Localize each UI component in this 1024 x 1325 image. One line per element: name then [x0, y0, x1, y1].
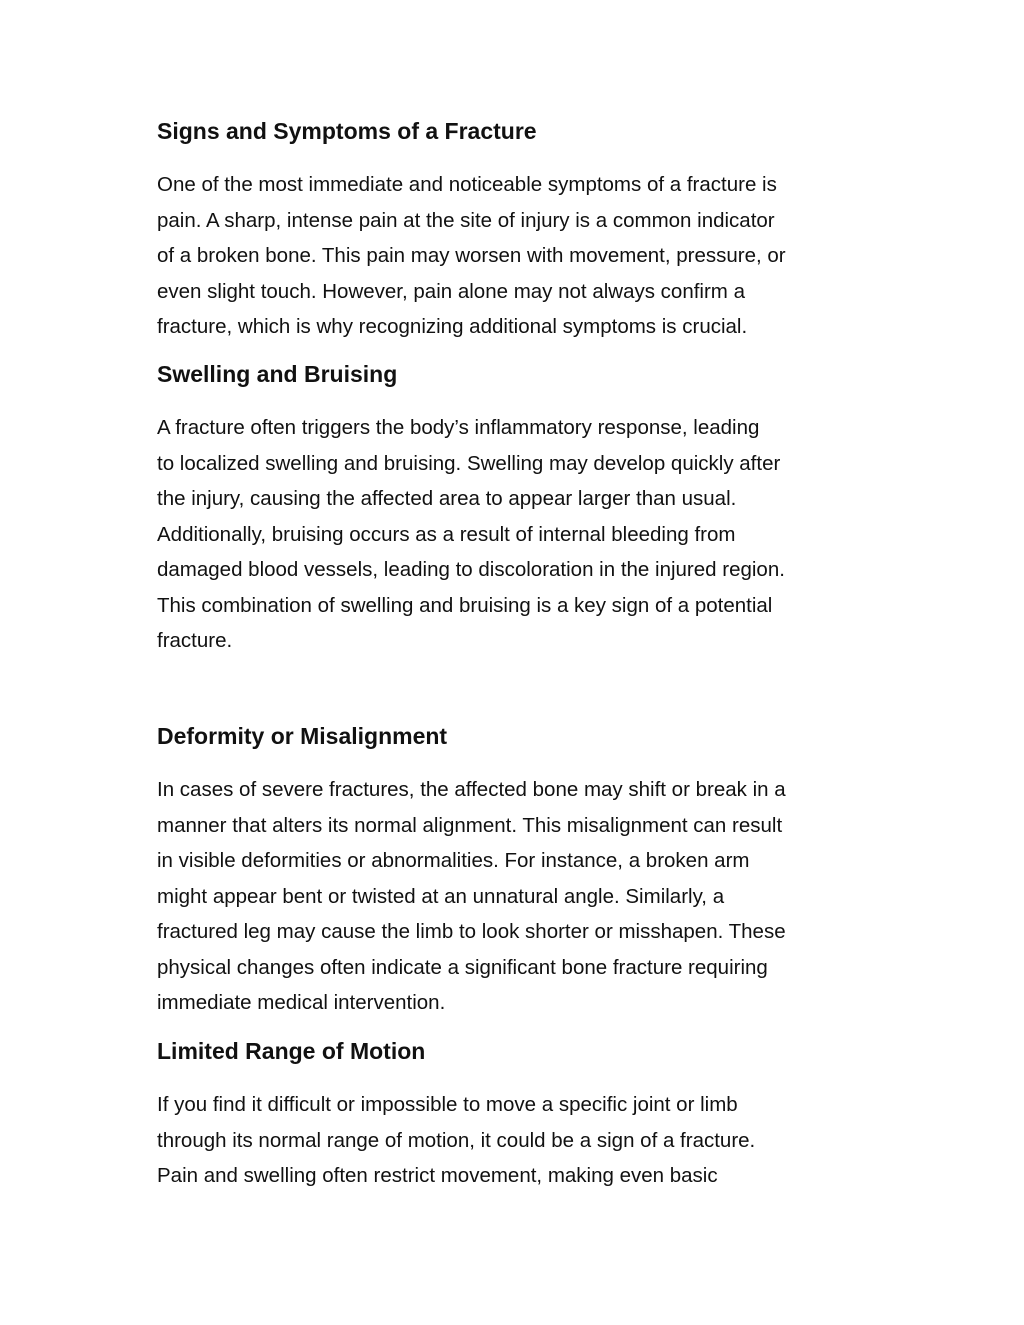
paragraph-line: Pain and swelling often restrict movement, making even basic [157, 1164, 718, 1187]
section-limited-range-of-motion [157, 1036, 877, 1194]
paragraph-line: physical changes often indicate a significant bone fracture requiring [157, 955, 768, 979]
section-deformity-or-misalignment [157, 721, 877, 1021]
paragraph-line: Additionally, bruising occurs as a result of internal bleeding from [157, 522, 736, 546]
paragraph-line: fractured leg may cause the limb to look shorter or misshapen. These [157, 920, 786, 943]
section-paragraph [157, 751, 877, 1021]
section-paragraph [157, 1066, 877, 1194]
paragraph-line: the injury, causing the affected area to appear larger than usual. [157, 487, 737, 510]
section-heading: Signs and Symptoms of a Fracture [157, 118, 537, 144]
paragraph-line: in visible deformities or abnormalities. For instance, a broken arm [157, 849, 750, 872]
section-heading: Deformity or Misalignment [157, 723, 448, 749]
paragraph-line: of a broken bone. This pain may worsen with movement, pressure, or [157, 244, 786, 267]
paragraph-line: immediate medical intervention. [157, 991, 446, 1014]
paragraph-line: fracture, which is why recognizing additional symptoms is crucial. [157, 315, 748, 338]
paragraph-line: In cases of severe fractures, the affected bone may shift or break in a [157, 778, 786, 801]
paragraph-line: manner that alters its normal alignment. This misalignment can result [157, 813, 783, 837]
paragraph-line: damaged blood vessels, leading to discoloration in the injured region. [157, 558, 785, 581]
section-swelling-and-bruising [157, 359, 877, 659]
paragraph-line: If you find it difficult or impossible to move a specific joint or limb [157, 1093, 738, 1116]
paragraph-line: to localized swelling and bruising. Swelling may develop quickly after [157, 451, 781, 475]
section-paragraph [157, 389, 877, 659]
paragraph-line: One of the most immediate and noticeable symptoms of a fracture is [157, 173, 777, 196]
paragraph-line: might appear bent or twisted at an unnatural angle. Similarly, a [157, 884, 725, 908]
paragraph-line: fracture. [157, 629, 233, 652]
paragraph-line: pain. A sharp, intense pain at the site of injury is a common indicator [157, 208, 775, 232]
paragraph-line: even slight touch. However, pain alone may not always confirm a [157, 279, 745, 303]
paragraph-line: through its normal range of motion, it could be a sign of a fracture. [157, 1128, 756, 1152]
section-heading: Swelling and Bruising [157, 361, 398, 387]
paragraph-line: A fracture often triggers the body’s inflammatory response, leading [157, 416, 760, 439]
section-heading: Limited Range of Motion [157, 1038, 426, 1064]
section-signs-and-symptoms [157, 116, 877, 345]
section-paragraph [157, 146, 877, 345]
paragraph-line: This combination of swelling and bruising is a key sign of a potential [157, 593, 773, 617]
